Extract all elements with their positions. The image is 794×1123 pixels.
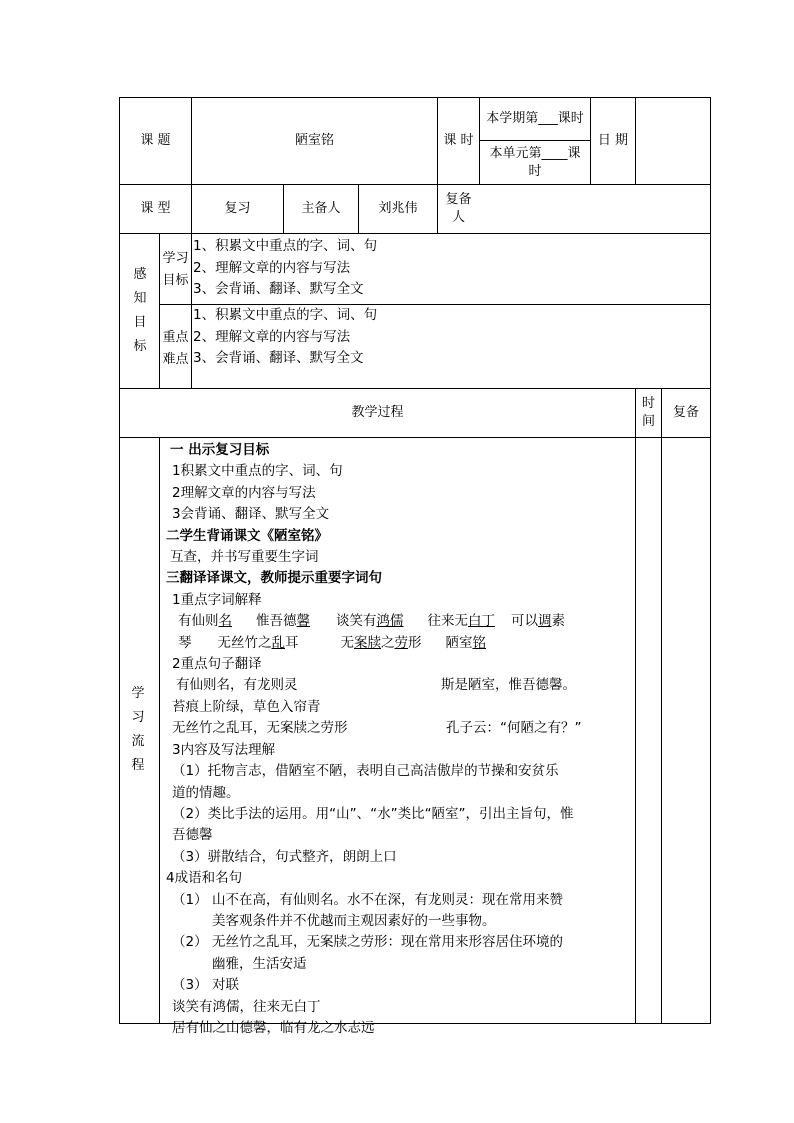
co-label-line1: 复备 <box>445 192 472 207</box>
paragraph-line: 道的情趣。 <box>172 784 240 801</box>
idiom-text: 对联 <box>212 977 239 994</box>
item-number: （3） <box>172 977 208 994</box>
goals-section-char: 知 <box>133 291 147 306</box>
word-text: 往来无 <box>427 613 468 630</box>
key-word: 白丁 <box>468 613 495 630</box>
couplet-line: 谈笑有鸿儒，往来无白丁 <box>172 998 321 1015</box>
paragraph-line: 吾德馨 <box>172 827 213 844</box>
paragraph-line: （3）骈散结合，句式整齐，朗朗上口 <box>172 848 397 865</box>
time-label-line: 间 <box>641 414 655 429</box>
goal-line: 3会背诵、翻译、默写全文 <box>172 506 330 523</box>
item-number: （2） <box>172 934 208 951</box>
paragraph-line: （2）类比手法的运用。用“山”、“水”类比“陋室”，引出主旨句，惟 <box>172 805 574 822</box>
sentence: 有仙则名，有龙则灵 <box>176 677 298 694</box>
goals-section-char: 感 <box>133 267 147 282</box>
idiom-line <box>166 975 636 996</box>
grid-line <box>661 388 662 1024</box>
goals-section-char: 目 <box>133 315 147 330</box>
sentence: 斯是陋室，惟吾德馨。 <box>441 677 576 694</box>
word-text: 惟吾德 <box>256 613 297 630</box>
list-item: 2、理解文章的内容与写法 <box>193 259 351 276</box>
date-value[interactable] <box>636 98 710 184</box>
couplet-line: 居有仙之山德馨，临有龙之水志远 <box>172 1019 375 1036</box>
lead-label: 主备人 <box>301 201 341 216</box>
word-text: 谈笑有 <box>336 613 377 630</box>
key-label <box>160 327 191 371</box>
goal-line: 1积累文中重点的字、词、句 <box>172 463 343 480</box>
word-text: 素 <box>551 613 565 630</box>
term-hours: 本学期第___课时 <box>486 111 584 126</box>
review-label: 复备 <box>672 405 699 420</box>
word-text: 耳 <box>285 634 299 651</box>
key-label-line: 重点 <box>162 330 189 345</box>
date-label: 日 期 <box>597 133 629 148</box>
subheading: 1重点字词解释 <box>172 591 262 608</box>
goal-line: 2理解文章的内容与写法 <box>172 484 316 501</box>
key-word: 名 <box>218 613 232 630</box>
list-item: 2、理解文章的内容与写法 <box>193 328 351 345</box>
key-word: 乱 <box>271 634 285 651</box>
subheading: 2重点句子翻译 <box>172 656 262 673</box>
time-label-line: 时 <box>641 396 655 411</box>
subheading: 4成语和名句 <box>166 870 243 887</box>
learning-label <box>160 248 191 292</box>
unit-hours-line1: 本单元第____课 <box>489 145 581 161</box>
item-number: （1） <box>172 891 208 908</box>
check-line: 互查，并书写重要生字词 <box>170 549 319 566</box>
flow-section-char: 习 <box>131 710 145 725</box>
sentence-line <box>166 675 636 696</box>
key-word: 案牍 <box>354 634 381 651</box>
learning-label-line: 学习 <box>162 251 189 266</box>
subheading: 3内容及写法理解 <box>172 741 276 758</box>
hours-label: 课 时 <box>443 133 474 148</box>
flow-section-char: 流 <box>131 734 145 749</box>
sentence: 无丝竹之乱耳，无案牍之劳形 <box>172 720 348 737</box>
list-item: 3、会背诵、翻译、默写全文 <box>193 281 364 297</box>
grid-line <box>119 97 120 1024</box>
topic-label: 课 题 <box>140 133 171 148</box>
key-word: 调 <box>538 613 552 630</box>
sentence: 孔子云：“何陋之有？” <box>446 720 582 737</box>
key-words-line <box>166 611 636 632</box>
grid-line <box>119 233 711 234</box>
sentence-line <box>166 718 636 739</box>
flow-section-label <box>128 682 148 778</box>
idiom-line <box>166 890 636 911</box>
paragraph-line: （1）托物言志，借陋室不陋，表明自己高洁傲岸的节操和安贫乐 <box>172 763 559 780</box>
idiom-line: 幽雅，生活安适 <box>212 955 307 972</box>
unit-hours <box>480 141 590 184</box>
grid-line <box>119 437 711 438</box>
co-label <box>438 185 479 233</box>
key-label-line: 难点 <box>162 352 189 367</box>
topic-value: 陋室铭 <box>294 133 334 148</box>
type-label: 课 型 <box>140 201 171 216</box>
heading-2: 二学生背诵课文《陋室铭》 <box>166 527 328 544</box>
goals-section-label <box>130 263 150 359</box>
word-text: 陋室 <box>445 634 473 651</box>
word-text: 有仙则 <box>178 613 219 630</box>
list-item: 1、积累文中重点的字、词、句 <box>193 238 378 254</box>
word-text: 无 <box>340 634 354 651</box>
list-item: 1、积累文中重点的字、词、句 <box>193 307 378 323</box>
heading-3: 三翻译译课文，教师提示重要字词句 <box>166 570 382 587</box>
sentence: 苔痕上阶绿，草色入帘青 <box>172 698 321 715</box>
grid-line <box>191 233 192 388</box>
grid-line <box>159 437 160 1024</box>
lead-value: 刘兆伟 <box>378 201 418 216</box>
goals-section-char: 标 <box>133 339 147 354</box>
key-words-line <box>166 633 636 654</box>
flow-section-char: 学 <box>131 686 145 701</box>
key-points-list <box>193 305 377 370</box>
flow-section-char: 程 <box>131 758 145 773</box>
key-word: 馨 <box>296 613 310 630</box>
word-text: 琴 <box>178 634 192 651</box>
unit-hours-line2: 时 <box>528 163 542 179</box>
word-text: 可以 <box>511 613 538 630</box>
co-label-line2: 人 <box>451 210 465 225</box>
word-text: 之 <box>381 634 395 651</box>
learning-label-line: 目标 <box>162 273 189 288</box>
idiom-line <box>166 932 636 953</box>
key-word: 鸿儒 <box>376 613 404 630</box>
type-value: 复习 <box>224 201 251 216</box>
key-word: 铭 <box>472 634 486 651</box>
idiom-text: 无丝竹之乱耳，无案牍之劳形：现在常用来形容居住环境的 <box>212 934 563 951</box>
list-item: 3、会背诵、翻译、默写全文 <box>193 350 364 366</box>
heading-1: 一 出示复习目标 <box>170 442 270 458</box>
idiom-text: 山不在高，有仙则名。水不在深，有龙则灵：现在常用来赞 <box>212 891 563 908</box>
word-text: 无丝竹之 <box>217 634 272 651</box>
grid-line <box>710 97 711 1024</box>
word-text: 形 <box>408 634 422 651</box>
idiom-line: 美客观条件并不优越而主观因素好的一些事物。 <box>212 912 496 929</box>
process-title: 教学过程 <box>351 405 404 420</box>
time-label <box>636 389 661 437</box>
flow-content <box>166 440 636 1039</box>
key-word: 劳 <box>394 634 408 651</box>
learning-goals-list <box>193 236 377 301</box>
